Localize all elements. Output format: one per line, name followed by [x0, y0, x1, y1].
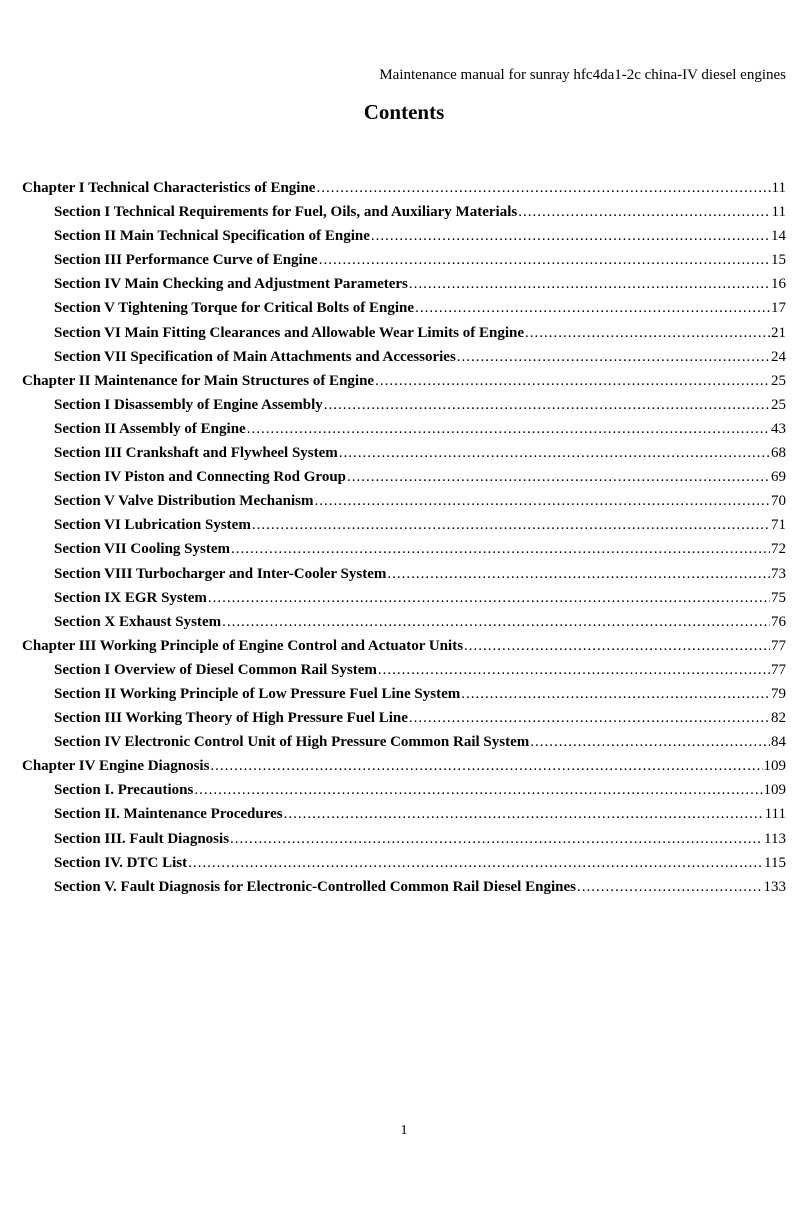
toc-dot-leader	[314, 489, 770, 513]
toc-entry-section[interactable]	[22, 802, 786, 826]
toc-entry-title: Section III Crankshaft and Flywheel System	[54, 445, 338, 462]
toc-entry-section[interactable]	[22, 658, 786, 682]
toc-entry-page: 24	[771, 348, 786, 365]
toc-entry-page: 14	[771, 228, 786, 245]
toc-dot-leader	[409, 706, 770, 730]
toc-dot-leader	[188, 851, 763, 875]
toc-dot-leader	[339, 441, 770, 465]
toc-entry-section[interactable]	[22, 730, 786, 754]
toc-entry-title: Section I Disassembly of Engine Assembly	[54, 396, 323, 413]
toc-entry-page: 21	[771, 324, 786, 341]
toc-entry-title: Section III Performance Curve of Engine	[54, 252, 318, 269]
toc-entry-title: Section II Working Principle of Low Pressure Fuel Line System	[54, 685, 461, 702]
toc-entry-section[interactable]	[22, 706, 786, 730]
toc-entry-title: Section V Valve Distribution Mechanism	[54, 493, 314, 510]
toc-entry-page: 15	[771, 252, 786, 269]
toc-dot-leader	[222, 610, 770, 634]
toc-dot-leader	[387, 562, 770, 586]
toc-entry-page: 11	[771, 204, 786, 221]
toc-dot-leader	[530, 730, 770, 754]
toc-dot-leader	[231, 537, 770, 561]
toc-dot-leader	[409, 272, 770, 296]
toc-entry-title: Section II Main Technical Specification of Engine	[54, 228, 370, 245]
toc-entry-section[interactable]	[22, 513, 786, 537]
toc-dot-leader	[347, 465, 770, 489]
toc-entry-section[interactable]	[22, 393, 786, 417]
toc-entry-page: 109	[763, 758, 786, 775]
toc-dot-leader	[208, 586, 770, 610]
toc-entry-title: Section IV Main Checking and Adjustment Parameters	[54, 276, 408, 293]
toc-entry-chapter[interactable]	[22, 369, 786, 393]
toc-dot-leader	[324, 393, 770, 417]
toc-dot-leader	[415, 296, 770, 320]
toc-entry-chapter[interactable]	[22, 634, 786, 658]
toc-entry-section[interactable]	[22, 778, 786, 802]
running-header: Maintenance manual for sunray hfc4da1-2c china-IV diesel engines	[379, 67, 786, 83]
toc-entry-title: Section I. Precautions	[54, 782, 194, 799]
toc-entry-title: Section II. Maintenance Procedures	[54, 806, 283, 823]
toc-entry-page: 76	[771, 613, 786, 630]
toc-entry-page: 73	[771, 565, 786, 582]
toc-entry-title: Section VI Lubrication System	[54, 517, 251, 534]
toc-dot-leader	[319, 248, 770, 272]
toc-entry-title: Section IX EGR System	[54, 589, 207, 606]
toc-entry-page: 68	[771, 445, 786, 462]
toc-entry-title: Section I Technical Requirements for Fuel, Oils, and Auxiliary Materials	[54, 204, 518, 221]
toc-entry-section[interactable]	[22, 537, 786, 561]
toc-entry-title: Chapter II Maintenance for Main Structures of Engine	[22, 372, 375, 389]
toc-entry-section[interactable]	[22, 248, 786, 272]
toc-entry-title: Section V Tightening Torque for Critical Bolts of Engine	[54, 300, 415, 317]
page-number: 1	[400, 1123, 408, 1138]
toc-entry-section[interactable]	[22, 224, 786, 248]
page-title: Contents	[363, 100, 445, 124]
toc-dot-leader	[577, 875, 763, 899]
toc-entry-title: Section III. Fault Diagnosis	[54, 830, 230, 847]
toc-entry-title: Section III Working Theory of High Pressure Fuel Line	[54, 710, 408, 727]
toc-dot-leader	[316, 176, 770, 200]
toc-entry-page: 111	[764, 806, 786, 823]
toc-dot-leader	[247, 417, 770, 441]
toc-entry-section[interactable]	[22, 272, 786, 296]
toc-entry-title: Section IV. DTC List	[54, 854, 188, 871]
toc-dot-leader	[210, 754, 762, 778]
toc-entry-section[interactable]	[22, 200, 786, 224]
toc-entry-title: Section VI Main Fitting Clearances and Allowable Wear Limits of Engine	[54, 324, 525, 341]
toc-dot-leader	[378, 658, 770, 682]
toc-entry-page: 77	[771, 661, 786, 678]
toc-entry-title: Section I Overview of Diesel Common Rail System	[54, 661, 377, 678]
toc-dot-leader	[371, 224, 770, 248]
toc-entry-section[interactable]	[22, 465, 786, 489]
toc-entry-page: 84	[771, 734, 786, 751]
toc-entry-page: 69	[771, 469, 786, 486]
toc-entry-chapter[interactable]	[22, 754, 786, 778]
toc-entry-section[interactable]	[22, 586, 786, 610]
toc-entry-section[interactable]	[22, 417, 786, 441]
toc-entry-title: Section VIII Turbocharger and Inter-Cooler System	[54, 565, 387, 582]
toc-entry-section[interactable]	[22, 489, 786, 513]
toc-entry-section[interactable]	[22, 562, 786, 586]
toc-entry-page: 25	[771, 396, 786, 413]
toc-entry-page: 133	[763, 878, 786, 895]
toc-entry-title: Section IV Piston and Connecting Rod Group	[54, 469, 347, 486]
toc-entry-section[interactable]	[22, 682, 786, 706]
toc-entry-title: Chapter III Working Principle of Engine Control and Actuator Units	[22, 637, 464, 654]
toc-entry-section[interactable]	[22, 875, 786, 899]
toc-entry-title: Chapter I Technical Characteristics of Engine	[22, 180, 316, 196]
toc-entry-page: 79	[771, 685, 786, 702]
toc-dot-leader	[464, 634, 770, 658]
toc-entry-page: 70	[771, 493, 786, 510]
toc-dot-leader	[252, 513, 770, 537]
toc-dot-leader	[457, 345, 770, 369]
toc-entry-page: 72	[771, 541, 786, 558]
toc-entry-page: 115	[764, 854, 786, 871]
toc-entry-page: 17	[771, 300, 786, 317]
table-of-contents	[22, 176, 786, 899]
toc-dot-leader	[518, 200, 770, 224]
toc-dot-leader	[230, 827, 763, 851]
toc-entry-page: 75	[771, 589, 786, 606]
toc-entry-page: 71	[771, 517, 786, 534]
toc-entry-page: 16	[771, 276, 786, 293]
toc-entry-page: 82	[771, 710, 786, 727]
toc-entry-title: Section V. Fault Diagnosis for Electronic-Controlled Common Rail Diesel Engines	[54, 878, 576, 895]
toc-entry-chapter[interactable]	[22, 176, 786, 200]
toc-dot-leader	[375, 369, 770, 393]
toc-entry-section[interactable]	[22, 851, 786, 875]
toc-entry-title: Section IV Electronic Control Unit of High Pressure Common Rail System	[54, 734, 530, 751]
toc-entry-page: 11	[771, 180, 786, 196]
toc-entry-section[interactable]	[22, 296, 786, 320]
toc-entry-page: 25	[771, 372, 786, 389]
toc-entry-section[interactable]	[22, 827, 786, 851]
toc-entry-page: 109	[763, 782, 786, 799]
toc-entry-page: 113	[764, 830, 786, 847]
toc-entry-title: Section II Assembly of Engine	[54, 420, 246, 437]
toc-dot-leader	[525, 321, 770, 345]
toc-entry-title: Section VII Specification of Main Attachments and Accessories	[54, 348, 456, 365]
toc-entry-page: 77	[771, 637, 786, 654]
toc-entry-title: Section VII Cooling System	[54, 541, 230, 558]
toc-entry-title: Section X Exhaust System	[54, 613, 222, 630]
toc-dot-leader	[194, 778, 762, 802]
toc-entry-section[interactable]	[22, 345, 786, 369]
toc-entry-section[interactable]	[22, 321, 786, 345]
toc-entry-page: 43	[771, 420, 786, 437]
toc-dot-leader	[284, 802, 764, 826]
toc-entry-title: Chapter IV Engine Diagnosis	[22, 758, 210, 775]
toc-entry-section[interactable]	[22, 441, 786, 465]
toc-dot-leader	[461, 682, 770, 706]
toc-entry-section[interactable]	[22, 610, 786, 634]
